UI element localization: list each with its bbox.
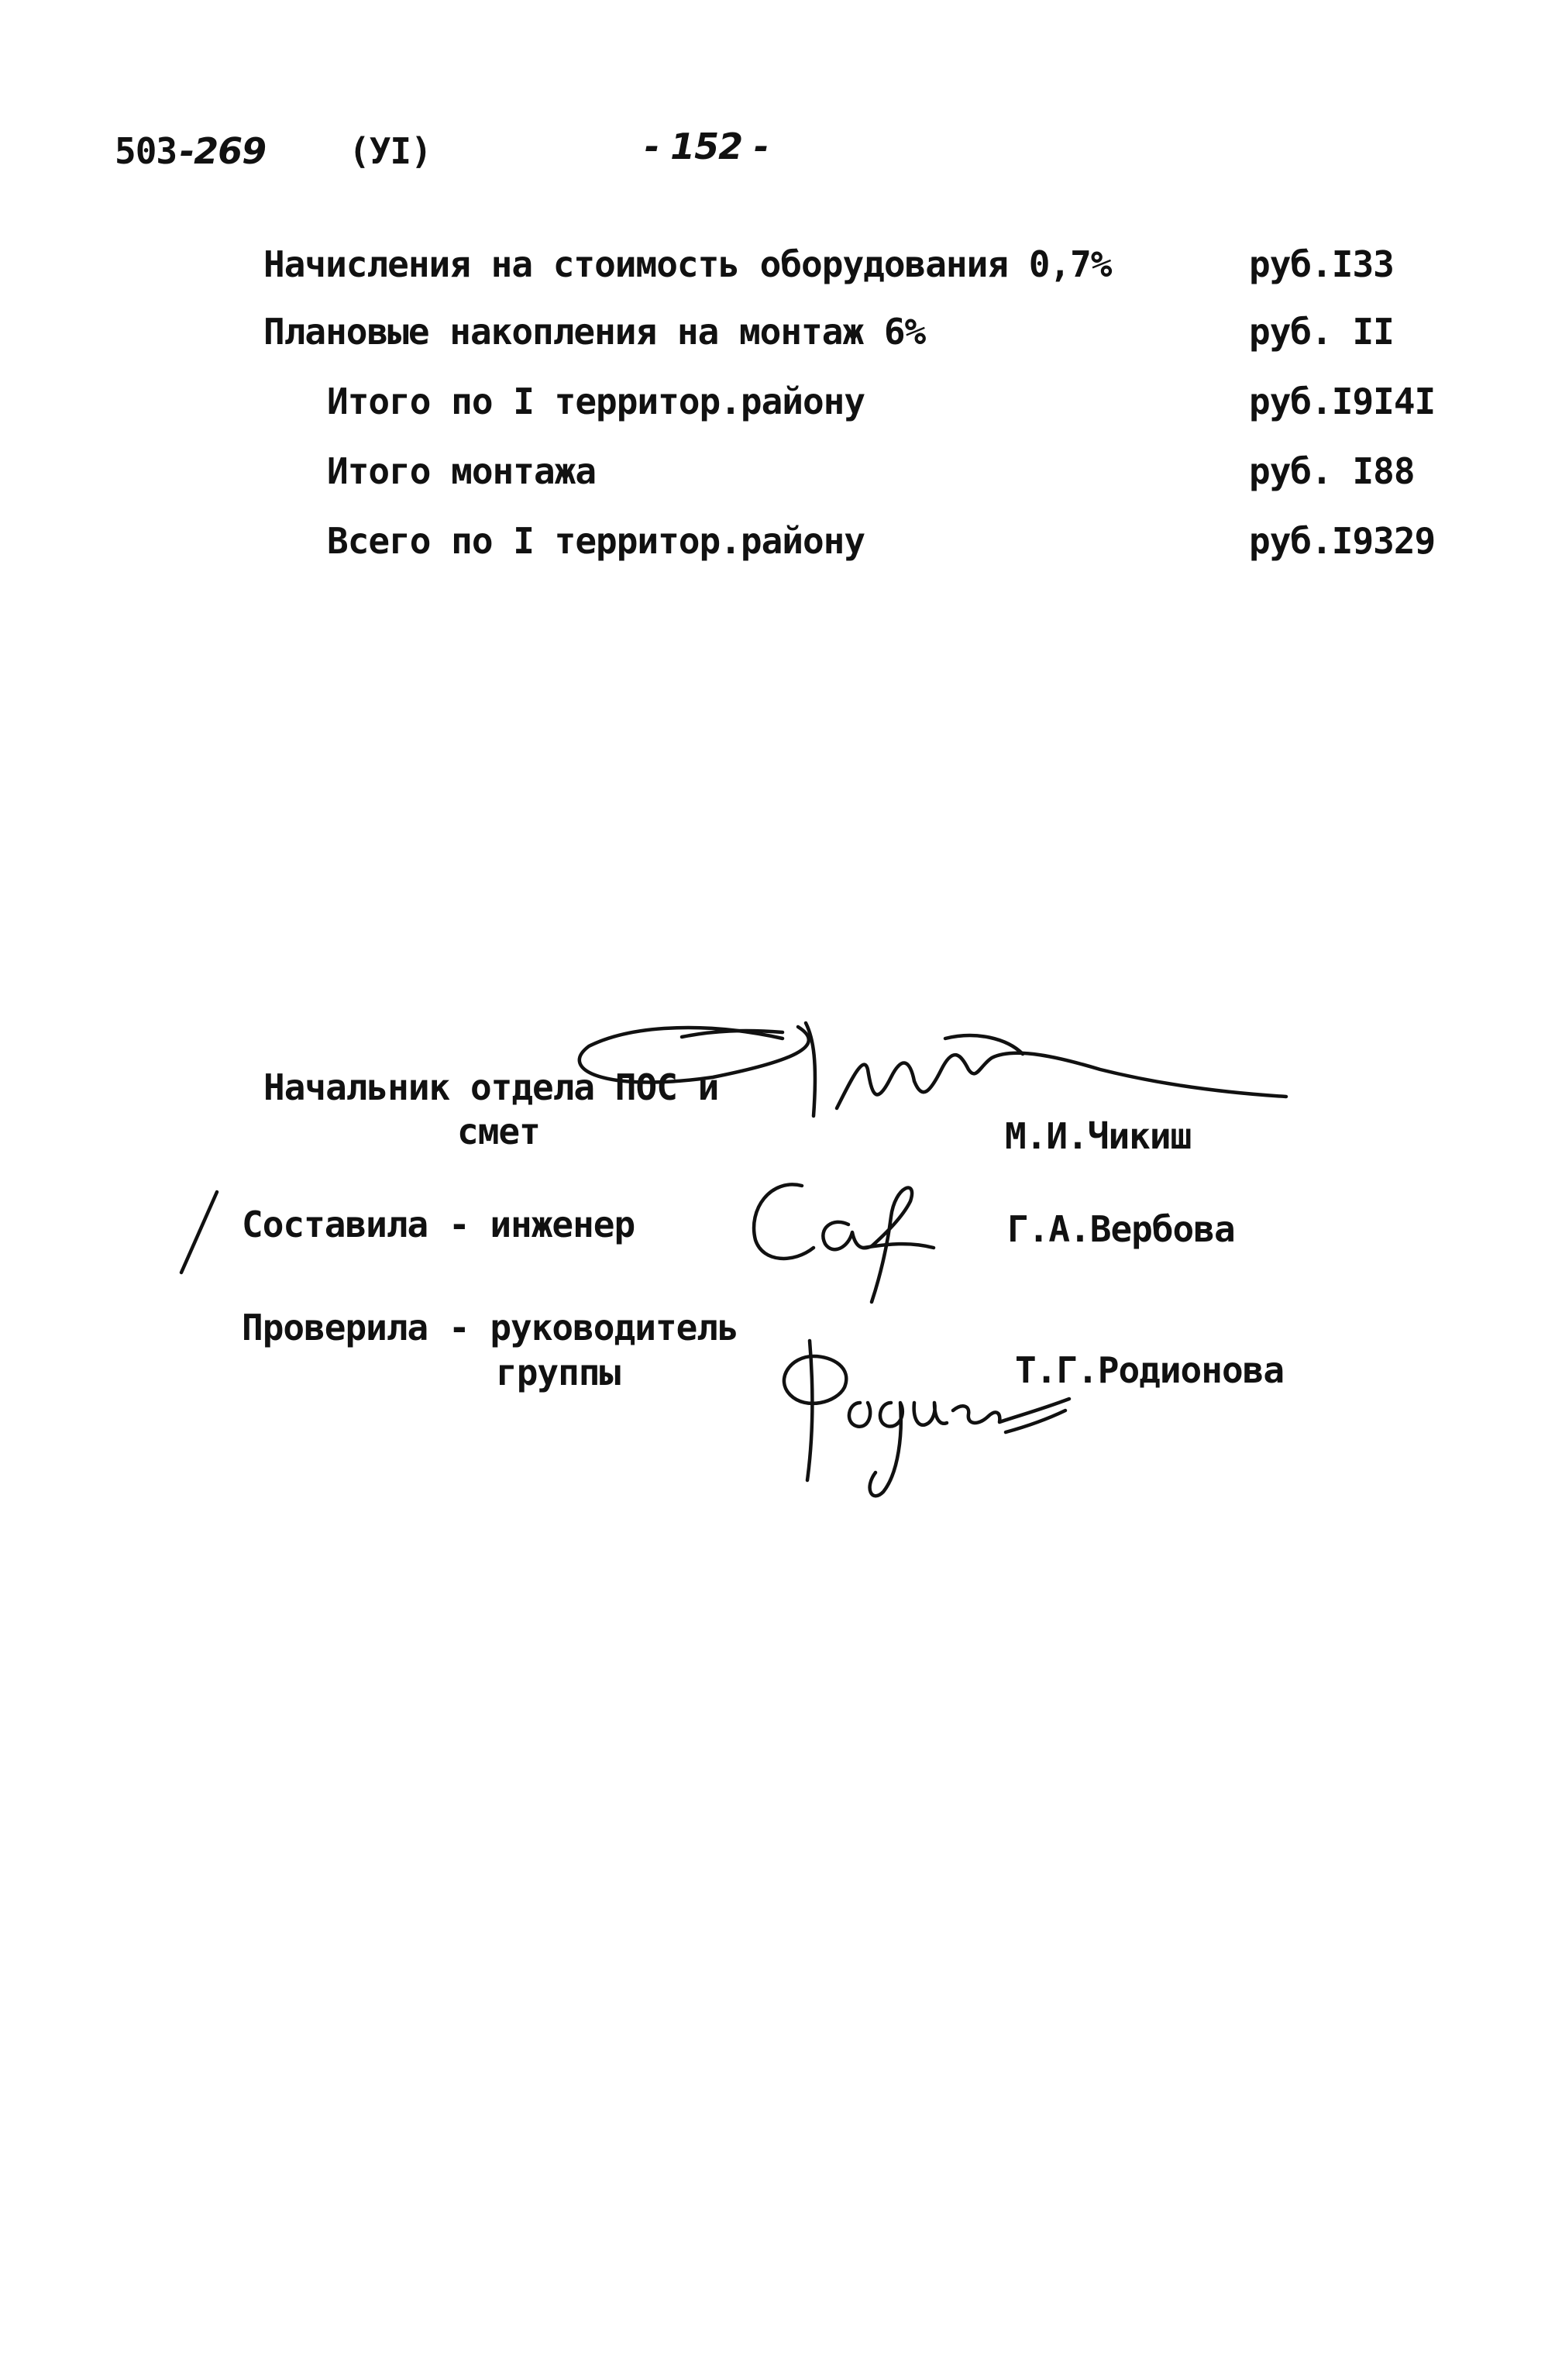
cost-row-label: Итого по I территор.району [327, 381, 865, 422]
cost-row-value: руб.I9329 [1249, 520, 1436, 562]
checker-signature [759, 1325, 1085, 1503]
compiler-signature [740, 1155, 941, 1310]
doc-number: 503 [115, 130, 177, 172]
cost-row-value: руб.I33 [1249, 243, 1394, 285]
cost-row-value: руб. II [1249, 311, 1394, 353]
cost-row-value: руб.I9I4I [1249, 381, 1436, 422]
margin-slash-mark [169, 1186, 231, 1279]
cost-row-label: Итого монтажа [327, 450, 597, 492]
cost-row-label: Начисления на стоимость оборудования 0,7% [263, 243, 1112, 285]
checker-name: Т.Г.Родионова [1015, 1349, 1285, 1391]
compiler-title: Составила - инженер [242, 1204, 635, 1245]
chief-title-line1: Начальник отдела ПОС и [263, 1066, 719, 1108]
cost-row-value: руб. I88 [1249, 450, 1415, 492]
doc-number-suffix: -269 [180, 130, 267, 172]
chief-name: М.И.Чикиш [1005, 1115, 1192, 1157]
cost-row-label: Всего по I территор.району [327, 520, 865, 562]
checker-title-line2: группы [496, 1352, 621, 1393]
cost-row-label: Плановые накопления на монтаж 6% [263, 311, 926, 353]
chief-title-line2: смет [457, 1111, 540, 1152]
doc-series: (УI) [349, 130, 432, 172]
page-number: - 152 - [645, 126, 769, 167]
compiler-name: Г.А.Вербова [1007, 1208, 1235, 1250]
checker-title-line1: Проверила - руководитель [242, 1307, 738, 1348]
chief-signature [558, 992, 1302, 1131]
